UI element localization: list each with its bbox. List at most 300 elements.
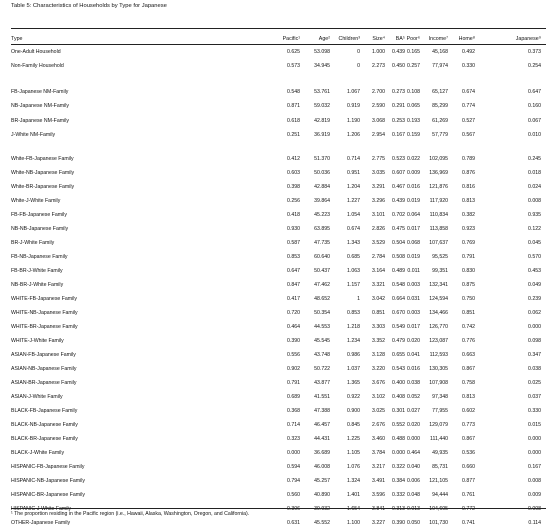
table-row xyxy=(0,478,558,485)
cell-age: 45.545 xyxy=(314,337,330,344)
cell-japanese: 0.453 xyxy=(528,267,541,274)
cell-type: Non-Family Household xyxy=(11,63,64,70)
table-row xyxy=(0,184,558,191)
cell-children: 1.063 xyxy=(347,267,360,274)
table-row xyxy=(0,198,558,205)
cell-home: 0.830 xyxy=(462,267,475,274)
cell-pacific: 0.618 xyxy=(287,117,300,124)
cell-children: 1.225 xyxy=(347,435,360,442)
cell-home: 0.877 xyxy=(462,477,475,484)
cell-age: 40.890 xyxy=(314,491,330,498)
cell-poor: 0.000 xyxy=(407,435,420,442)
cell-japanese: 0.049 xyxy=(528,281,541,288)
cell-japanese: 0.009 xyxy=(528,491,541,498)
cell-size: 3.128 xyxy=(372,351,385,358)
cell-ba: 0.000 xyxy=(392,449,405,456)
table-row xyxy=(0,212,558,219)
cell-age: 51.370 xyxy=(314,156,330,162)
cell-poor: 0.065 xyxy=(407,103,420,110)
cell-poor: 0.064 xyxy=(407,211,420,218)
cell-ba: 0.655 xyxy=(392,351,405,358)
cell-size: 3.220 xyxy=(372,365,385,372)
cell-age: 53.761 xyxy=(314,89,330,95)
cell-size: 3.068 xyxy=(372,117,385,124)
cell-type: White-BR-Japanese Family xyxy=(11,184,75,190)
table-row xyxy=(0,254,558,261)
cell-pacific: 0.720 xyxy=(287,309,300,316)
cell-income: 111,440 xyxy=(430,435,448,442)
cell-poor: 0.464 xyxy=(407,449,420,456)
cell-size: 3.321 xyxy=(372,281,385,288)
cell-age: 48.652 xyxy=(314,295,330,302)
cell-ba: 0.489 xyxy=(392,267,405,274)
table-title: Table 5: Characteristics of Households by Type for Japanese xyxy=(11,3,167,9)
cell-size: 2.700 xyxy=(372,89,385,95)
cell-ba: 0.523 xyxy=(392,156,405,162)
cell-type: NB-NB-Japanese Family xyxy=(11,225,69,232)
cell-japanese: 0.330 xyxy=(528,407,541,414)
cell-income: 57,779 xyxy=(432,131,448,138)
cell-japanese: 0.067 xyxy=(528,117,541,124)
cell-japanese: 0.373 xyxy=(528,49,541,55)
cell-size: 3.025 xyxy=(372,407,385,414)
cell-ba: 0.313 xyxy=(392,505,405,512)
cell-children: 0.900 xyxy=(347,407,360,414)
cell-home: 0.774 xyxy=(462,103,475,110)
cell-type: FB-FB-Japanese Family xyxy=(11,211,67,218)
table-row xyxy=(0,282,558,289)
cell-size: 2.784 xyxy=(372,253,385,260)
cell-poor: 0.108 xyxy=(407,89,420,95)
cell-ba: 0.479 xyxy=(392,337,405,344)
cell-ba: 0.301 xyxy=(392,407,405,414)
cell-poor: 0.020 xyxy=(407,337,420,344)
cell-ba: 0.504 xyxy=(392,239,405,246)
cell-children: 1.054 xyxy=(347,211,360,218)
cell-size: 3.291 xyxy=(372,184,385,190)
cell-ba: 0.508 xyxy=(392,253,405,260)
cell-type: WHITE-BR-Japanese Family xyxy=(11,323,78,330)
cell-home: 0.813 xyxy=(462,197,475,204)
cell-type: HISPANIC-NB-Japanese Family xyxy=(11,477,85,484)
cell-income: 99,351 xyxy=(432,267,448,274)
cell-size: 3.784 xyxy=(372,449,385,456)
cell-size: 3.102 xyxy=(372,393,385,400)
cell-size: 3.491 xyxy=(372,477,385,484)
cell-home: 0.382 xyxy=(462,211,475,218)
cell-children: 1.105 xyxy=(347,449,360,456)
cell-pacific: 0.412 xyxy=(287,156,300,162)
cell-ba: 0.548 xyxy=(392,281,405,288)
cell-age: 42.819 xyxy=(314,117,330,124)
cell-japanese: 0.038 xyxy=(528,365,541,372)
cell-type: FB-Japanese NM-Family xyxy=(11,89,69,95)
cell-pacific: 0.251 xyxy=(287,131,300,138)
cell-ba: 0.439 xyxy=(392,197,405,204)
cell-income: 77,974 xyxy=(432,63,448,70)
cell-pacific: 0.625 xyxy=(287,49,300,55)
cell-children: 1.100 xyxy=(347,519,360,526)
cell-ba: 0.552 xyxy=(392,421,405,428)
cell-type: FB-NB-Japanese Family xyxy=(11,253,68,260)
table-row xyxy=(0,408,558,415)
cell-japanese: 0.008 xyxy=(528,477,541,484)
cell-income: 107,637 xyxy=(429,239,448,246)
cell-age: 45.257 xyxy=(314,477,330,484)
cell-income: 123,087 xyxy=(429,337,448,344)
column-header-poor: Poor⁶ xyxy=(406,36,420,42)
cell-poor: 0.003 xyxy=(407,281,420,288)
table-row xyxy=(0,156,558,163)
cell-age: 60.640 xyxy=(314,253,330,260)
cell-pacific: 0.714 xyxy=(287,421,300,428)
cell-age: 50.354 xyxy=(314,309,330,316)
cell-size: 3.101 xyxy=(372,211,385,218)
cell-size: 3.303 xyxy=(372,323,385,330)
cell-ba: 0.488 xyxy=(392,435,405,442)
cell-poor: 0.019 xyxy=(407,197,420,204)
cell-size: 2.676 xyxy=(372,421,385,428)
table-footnote: ¹ The proportion residing in the Pacific region (i.e., Hawaii, Alaska, Washington, Oregon, and California). xyxy=(11,511,250,517)
cell-ba: 0.167 xyxy=(392,131,405,138)
table-row xyxy=(0,366,558,373)
cell-home: 0.527 xyxy=(462,117,475,124)
cell-home: 0.875 xyxy=(462,281,475,288)
cell-home: 0.742 xyxy=(462,323,475,330)
cell-poor: 0.011 xyxy=(407,267,420,274)
cell-size: 3.296 xyxy=(372,197,385,204)
cell-income: 117,920 xyxy=(429,197,448,204)
cell-poor: 0.017 xyxy=(407,323,420,330)
table-top-rule xyxy=(11,28,546,29)
cell-type: OTHER-Japanese Family xyxy=(11,519,71,526)
cell-pacific: 0.256 xyxy=(287,197,300,204)
cell-children: 1.037 xyxy=(347,365,360,372)
cell-poor: 0.019 xyxy=(407,253,420,260)
cell-size: 3.352 xyxy=(372,337,385,344)
cell-children: 1.190 xyxy=(347,117,360,124)
cell-children: 1 xyxy=(357,295,360,302)
cell-size: 3.676 xyxy=(372,379,385,386)
cell-poor: 0.193 xyxy=(407,117,420,124)
cell-ba: 0.467 xyxy=(392,184,405,190)
column-header-ba: BA⁵ xyxy=(395,36,405,42)
column-header-income: Income⁷ xyxy=(428,36,448,42)
cell-size: 2.273 xyxy=(372,63,385,70)
cell-home: 0.923 xyxy=(462,225,475,232)
cell-size: 3.217 xyxy=(372,463,385,470)
cell-home: 0.750 xyxy=(462,295,475,302)
cell-children: 0.986 xyxy=(347,351,360,358)
cell-poor: 0.038 xyxy=(407,379,420,386)
cell-pacific: 0.548 xyxy=(287,89,300,95)
cell-children: 1.365 xyxy=(347,379,360,386)
cell-age: 43.748 xyxy=(314,351,330,358)
cell-japanese: 0.245 xyxy=(528,156,541,162)
cell-pacific: 0.689 xyxy=(287,393,300,400)
cell-age: 59.032 xyxy=(314,103,330,110)
cell-ba: 0.384 xyxy=(392,477,405,484)
cell-home: 0.773 xyxy=(462,421,475,428)
cell-size: 1.000 xyxy=(372,49,385,55)
cell-type: ASIAN-BR-Japanese Family xyxy=(11,379,77,386)
table-row xyxy=(0,464,558,471)
cell-home: 0.492 xyxy=(462,49,475,55)
cell-japanese: 0.024 xyxy=(528,184,541,190)
cell-home: 0.769 xyxy=(462,239,475,246)
cell-ba: 0.670 xyxy=(392,309,405,316)
cell-japanese: 0.000 xyxy=(528,323,541,330)
cell-income: 113,858 xyxy=(429,225,448,232)
cell-type: White-FB-Japanese Family xyxy=(11,156,74,162)
cell-ba: 0.702 xyxy=(392,211,405,218)
cell-japanese: 0.935 xyxy=(528,211,541,218)
column-header-size: Size⁴ xyxy=(372,36,385,42)
cell-pacific: 0.587 xyxy=(287,239,300,246)
cell-ba: 0.253 xyxy=(392,117,405,124)
cell-income: 102,095 xyxy=(429,156,448,162)
cell-income: 104,605 xyxy=(429,505,448,512)
cell-type: BR-Japanese NM-Family xyxy=(11,117,69,124)
cell-age: 36.919 xyxy=(314,131,330,138)
cell-age: 50.437 xyxy=(314,267,330,274)
cell-japanese: 0.254 xyxy=(528,63,541,70)
cell-japanese: 0.015 xyxy=(528,421,541,428)
column-header-pacific: Pacific¹ xyxy=(282,36,300,42)
cell-income: 101,730 xyxy=(429,519,448,526)
cell-income: 65,127 xyxy=(432,89,448,95)
cell-income: 130,305 xyxy=(429,365,448,372)
cell-children: 0.674 xyxy=(347,225,360,232)
cell-ba: 0.332 xyxy=(392,491,405,498)
table-row xyxy=(0,103,558,110)
cell-home: 0.776 xyxy=(462,337,475,344)
cell-home: 0.758 xyxy=(462,379,475,386)
cell-children: 0.845 xyxy=(347,421,360,428)
cell-poor: 0.048 xyxy=(407,491,420,498)
cell-children: 1.218 xyxy=(347,323,360,330)
cell-ba: 0.322 xyxy=(392,463,405,470)
cell-japanese: 0.010 xyxy=(528,131,541,138)
cell-ba: 0.390 xyxy=(392,519,405,526)
table-row xyxy=(0,436,558,443)
cell-income: 132,341 xyxy=(429,281,448,288)
cell-age: 41.551 xyxy=(314,393,330,400)
cell-type: BLACK-BR-Japanese Family xyxy=(11,435,78,442)
cell-ba: 0.291 xyxy=(392,103,405,110)
table-row xyxy=(0,240,558,247)
cell-children: 0 xyxy=(357,49,360,55)
cell-poor: 0.257 xyxy=(407,63,420,70)
cell-pacific: 0.417 xyxy=(287,295,300,302)
table-row xyxy=(0,310,558,317)
cell-size: 2.590 xyxy=(372,103,385,110)
cell-japanese: 0.122 xyxy=(528,225,541,232)
cell-ba: 0.450 xyxy=(392,63,405,70)
cell-income: 95,525 xyxy=(432,253,448,260)
cell-size: 3.227 xyxy=(372,519,385,526)
cell-children: 1.343 xyxy=(347,239,360,246)
cell-income: 126,770 xyxy=(429,323,448,330)
cell-poor: 0.003 xyxy=(407,309,420,316)
cell-age: 44.553 xyxy=(314,323,330,330)
cell-poor: 0.006 xyxy=(407,477,420,484)
cell-pacific: 0.306 xyxy=(287,505,300,512)
cell-income: 85,299 xyxy=(432,103,448,110)
cell-ba: 0.543 xyxy=(392,365,405,372)
cell-income: 136,969 xyxy=(429,170,448,176)
cell-pacific: 0.603 xyxy=(287,170,300,176)
cell-home: 0.876 xyxy=(462,170,475,176)
cell-pacific: 0.323 xyxy=(287,435,300,442)
cell-children: 0.951 xyxy=(347,170,360,176)
cell-home: 0.867 xyxy=(462,365,475,372)
cell-type: NB-BR-J-White Family xyxy=(11,281,64,288)
table-bottom-rule xyxy=(11,508,546,509)
cell-poor: 0.159 xyxy=(407,131,420,138)
table-row xyxy=(0,268,558,275)
cell-home: 0.330 xyxy=(462,63,475,70)
cell-home: 0.772 xyxy=(462,505,475,512)
table-row xyxy=(0,49,558,56)
table-row xyxy=(0,132,558,139)
cell-type: WHITE-FB-Japanese Family xyxy=(11,295,78,302)
cell-size: 3.035 xyxy=(372,170,385,176)
table-row xyxy=(0,118,558,125)
cell-japanese: 0.037 xyxy=(528,393,541,400)
cell-home: 0.816 xyxy=(462,184,475,190)
cell-age: 50.036 xyxy=(314,170,330,176)
cell-type: White-NB-Japanese Family xyxy=(11,170,75,176)
cell-poor: 0.165 xyxy=(407,49,420,55)
cell-children: 0.922 xyxy=(347,393,360,400)
cell-size: 2.826 xyxy=(372,225,385,232)
cell-home: 0.867 xyxy=(462,435,475,442)
cell-children: 1.204 xyxy=(347,184,360,190)
cell-home: 0.789 xyxy=(462,156,475,162)
cell-ba: 0.400 xyxy=(392,379,405,386)
cell-income: 121,105 xyxy=(429,477,448,484)
cell-pacific: 0.368 xyxy=(287,407,300,414)
table-row xyxy=(0,226,558,233)
cell-poor: 0.013 xyxy=(407,505,420,512)
table-row xyxy=(0,450,558,457)
cell-type: ASIAN-NB-Japanese Family xyxy=(11,365,77,372)
cell-japanese: 0.018 xyxy=(528,170,541,176)
cell-size: 3.460 xyxy=(372,435,385,442)
cell-japanese: 0.045 xyxy=(528,239,541,246)
cell-japanese: 0.167 xyxy=(528,463,541,470)
cell-pacific: 0.556 xyxy=(287,351,300,358)
table-row xyxy=(0,380,558,387)
cell-children: 0.685 xyxy=(347,253,360,260)
cell-pacific: 0.000 xyxy=(287,449,300,456)
cell-ba: 0.475 xyxy=(392,225,405,232)
cell-type: HISPANIC-J-White Family xyxy=(11,505,72,512)
cell-age: 53.098 xyxy=(314,49,330,55)
cell-size: 3.529 xyxy=(372,239,385,246)
cell-ba: 0.549 xyxy=(392,323,405,330)
cell-type: BLACK-FB-Japanese Family xyxy=(11,407,78,414)
cell-income: 94,444 xyxy=(432,491,448,498)
cell-home: 0.813 xyxy=(462,393,475,400)
cell-type: ASIAN-J-White Family xyxy=(11,393,63,400)
cell-ba: 0.408 xyxy=(392,393,405,400)
column-header-children: Children³ xyxy=(338,36,360,42)
cell-age: 44.431 xyxy=(314,435,330,442)
cell-japanese: 0.160 xyxy=(528,103,541,110)
cell-ba: 0.607 xyxy=(392,170,405,176)
cell-age: 45.223 xyxy=(314,211,330,218)
cell-age: 46.457 xyxy=(314,421,330,428)
table-row xyxy=(0,520,558,527)
cell-age: 34.945 xyxy=(314,63,330,70)
cell-income: 110,834 xyxy=(429,211,448,218)
cell-size: 0.851 xyxy=(372,309,385,316)
cell-pacific: 0.791 xyxy=(287,379,300,386)
cell-children: 1.157 xyxy=(347,281,360,288)
cell-age: 39.932 xyxy=(314,505,330,512)
cell-size: 2.775 xyxy=(372,156,385,162)
cell-income: 45,168 xyxy=(432,49,448,55)
cell-type: ASIAN-FB-Japanese Family xyxy=(11,351,76,358)
cell-size: 3.841 xyxy=(372,505,385,512)
cell-poor: 0.031 xyxy=(407,295,420,302)
cell-type: WHITE-NB-Japanese Family xyxy=(11,309,78,316)
cell-income: 121,876 xyxy=(429,184,448,190)
cell-age: 45.552 xyxy=(314,519,330,526)
cell-income: 49,935 xyxy=(432,449,448,456)
cell-japanese: 0.114 xyxy=(528,519,541,526)
cell-ba: 0.664 xyxy=(392,295,405,302)
cell-japanese: 0.098 xyxy=(528,337,541,344)
table-row xyxy=(0,89,558,96)
column-header-home: Home⁸ xyxy=(458,36,475,42)
cell-home: 0.791 xyxy=(462,253,475,260)
table-row xyxy=(0,324,558,331)
table-row xyxy=(0,338,558,345)
cell-type: J-White NM-Family xyxy=(11,131,56,138)
cell-pacific: 0.390 xyxy=(287,337,300,344)
cell-pacific: 0.871 xyxy=(287,103,300,110)
cell-ba: 0.273 xyxy=(392,89,405,95)
cell-pacific: 0.853 xyxy=(287,253,300,260)
cell-pacific: 0.464 xyxy=(287,323,300,330)
cell-home: 0.761 xyxy=(462,491,475,498)
cell-children: 1.076 xyxy=(347,463,360,470)
cell-children: 1.234 xyxy=(347,337,360,344)
cell-size: 3.042 xyxy=(372,295,385,302)
cell-pacific: 0.398 xyxy=(287,184,300,190)
cell-home: 0.741 xyxy=(462,519,475,526)
cell-home: 0.536 xyxy=(462,449,475,456)
cell-pacific: 0.631 xyxy=(287,519,300,526)
cell-poor: 0.050 xyxy=(407,519,420,526)
cell-children: 1.324 xyxy=(347,477,360,484)
table-row xyxy=(0,352,558,359)
cell-poor: 0.022 xyxy=(407,156,420,162)
table-row xyxy=(0,492,558,499)
cell-pacific: 0.930 xyxy=(287,225,300,232)
cell-age: 47.462 xyxy=(314,281,330,288)
table-row xyxy=(0,422,558,429)
cell-size: 3.164 xyxy=(372,267,385,274)
cell-home: 0.660 xyxy=(462,463,475,470)
cell-japanese: 0.008 xyxy=(528,197,541,204)
cell-income: 129,079 xyxy=(429,421,448,428)
cell-japanese: 0.062 xyxy=(528,309,541,316)
cell-japanese: 0.647 xyxy=(528,89,541,95)
